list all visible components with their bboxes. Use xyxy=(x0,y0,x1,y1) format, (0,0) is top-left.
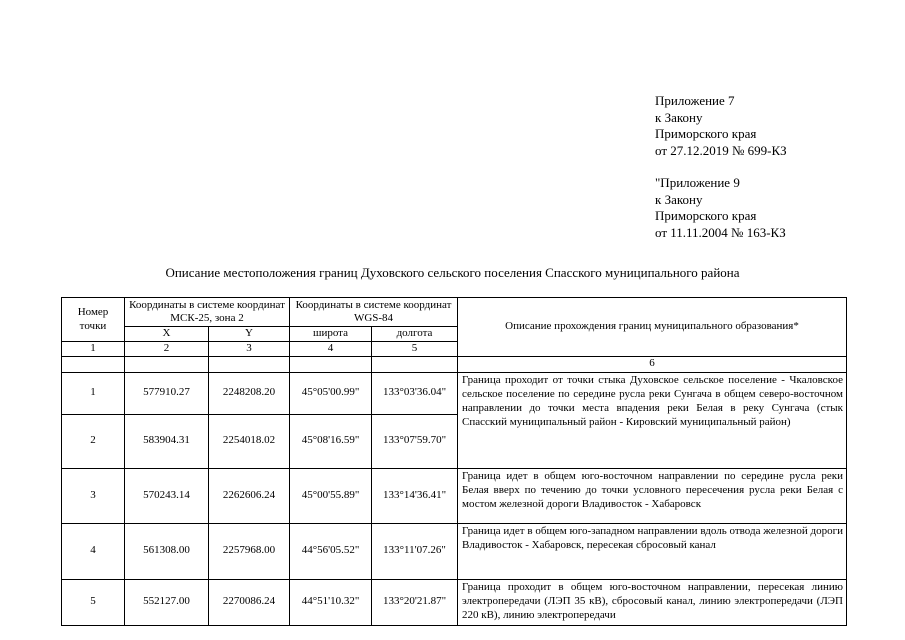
longitude: 133°20'21.87" xyxy=(372,579,458,625)
boundary-description: Граница проходит в общем юго-восточном направлении, пересекая линию электропередачи (ЛЭП 35 кВ), сбросовый канал, линию электропередачи (ЛЭП 220 кВ), линию электропередачи xyxy=(458,579,847,625)
point-number: 3 xyxy=(62,468,125,523)
table-row xyxy=(62,468,847,523)
header-longitude: долгота xyxy=(372,327,458,342)
table-row xyxy=(62,372,847,414)
longitude: 133°11'07.26" xyxy=(372,523,458,579)
coord-x: 552127.00 xyxy=(125,579,209,625)
header-row xyxy=(62,298,847,327)
latitude: 45°00'55.89" xyxy=(290,468,372,523)
latitude: 44°51'10.32" xyxy=(290,579,372,625)
header-line: "Приложение 9 xyxy=(655,175,740,190)
header-x: X xyxy=(125,327,209,342)
header-description: Описание прохождения границ муниципального образования* xyxy=(458,298,847,357)
boundary-description: Граница идет в общем юго-западном направлении вдоль отвода железной дороги Владивосток - Хабаровск, пересекая сбросовый канал xyxy=(458,523,847,579)
header-line: к Закону xyxy=(655,109,703,125)
header-line: от 27.12.2019 № 699-КЗ xyxy=(655,142,787,158)
header-line: к Закону xyxy=(655,191,703,207)
column-number: 1 xyxy=(62,342,125,357)
longitude: 133°07'59.70" xyxy=(372,414,458,468)
coord-x: 570243.14 xyxy=(125,468,209,523)
point-number: 2 xyxy=(62,414,125,468)
coord-y: 2248208.20 xyxy=(209,372,290,414)
coord-y: 2262606.24 xyxy=(209,468,290,523)
boundary-description: Граница идет в общем юго-восточном направлении по середине русла реки Белая вверх по течению до точки условного пересечения русла реки Белая с мостом железной дороги Владивосток - Хабаровск xyxy=(458,468,847,523)
col6-number-row xyxy=(62,356,847,372)
column-number: 2 xyxy=(125,342,209,357)
header-wgs-coordinates: Координаты в системе координат WGS-84 xyxy=(290,298,458,327)
document-title: Описание местоположения границ Духовского сельского поселения Спасского муниципального района xyxy=(165,265,740,280)
column-number: 4 xyxy=(290,342,372,357)
point-number: 1 xyxy=(62,372,125,414)
table-row xyxy=(62,523,847,579)
header-msk-coordinates: Координаты в системе координат МСК-25, зона 2 xyxy=(125,298,290,327)
coord-y: 2254018.02 xyxy=(209,414,290,468)
table-row xyxy=(62,579,847,625)
point-number: 4 xyxy=(62,523,125,579)
column-number: 6 xyxy=(458,356,847,372)
coord-x: 577910.27 xyxy=(125,372,209,414)
boundary-table xyxy=(61,297,847,626)
longitude: 133°03'36.04" xyxy=(372,372,458,414)
header-line: Приморского края xyxy=(655,208,757,223)
header-y: Y xyxy=(209,327,290,342)
header-line: Приморского края xyxy=(655,126,757,141)
coord-y: 2257968.00 xyxy=(209,523,290,579)
header-line: от 11.11.2004 № 163-КЗ xyxy=(655,224,786,240)
latitude: 45°08'16.59" xyxy=(290,414,372,468)
boundary-description: Граница проходит от точки стыка Духовское сельское поселение - Чкаловское сельское поселение по середине русла реки Сунгача в общем северо-восточном направлении до точки места впадения реки Белая в реку Сунгача (стык Спасский муниципальный район - Кировский муниципальный район) xyxy=(458,372,847,468)
coord-x: 583904.31 xyxy=(125,414,209,468)
coord-x: 561308.00 xyxy=(125,523,209,579)
column-number: 3 xyxy=(209,342,290,357)
coord-y: 2270086.24 xyxy=(209,579,290,625)
latitude: 45°05'00.99" xyxy=(290,372,372,414)
header-line: Приложение 7 xyxy=(655,93,735,108)
header-point-number: Номер точки xyxy=(62,298,125,342)
point-number: 5 xyxy=(62,579,125,625)
latitude: 44°56'05.52" xyxy=(290,523,372,579)
header-latitude: широта xyxy=(290,327,372,342)
column-number: 5 xyxy=(372,342,458,357)
longitude: 133°14'36.41" xyxy=(372,468,458,523)
